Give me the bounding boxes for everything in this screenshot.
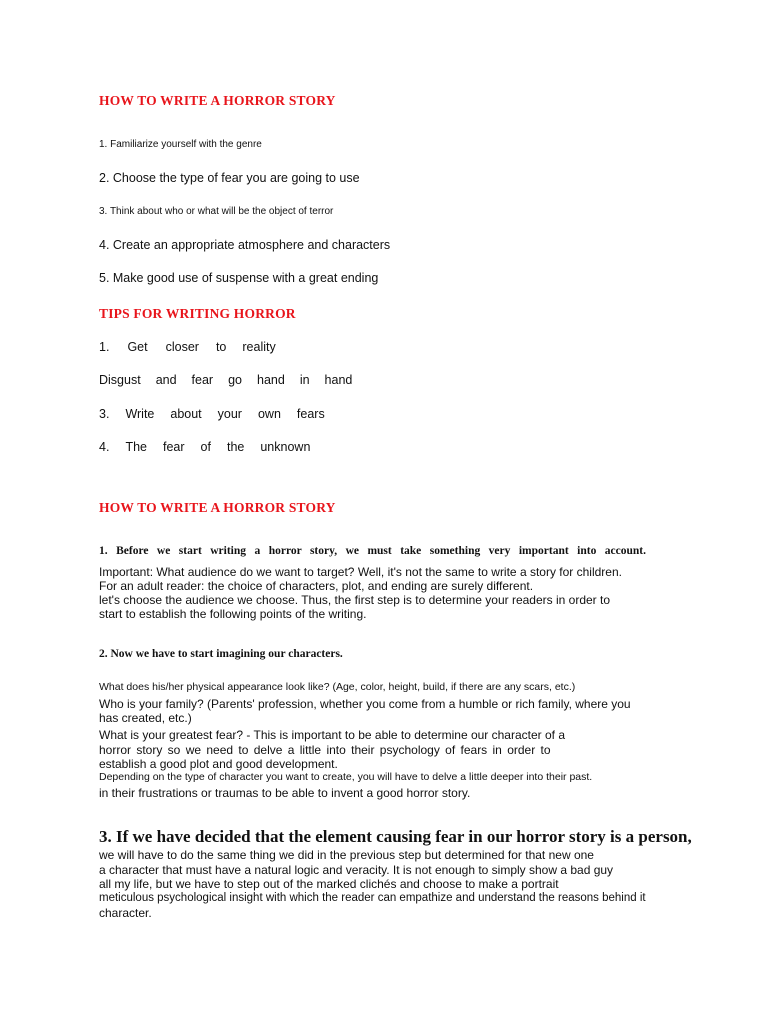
tip-word: of	[200, 440, 211, 454]
tip-word: and	[155, 373, 177, 387]
bullet-continuation: horror story so we need to delve a little into their psychology of fears in order to	[99, 743, 551, 757]
tip-word: The	[125, 440, 147, 454]
tip-word: fear	[191, 373, 214, 387]
list-item: 1. Familiarize yourself with the genre	[99, 139, 262, 150]
tip-word: your	[217, 407, 242, 421]
point-1-title: 1. Before we start writing a horror story, we must take something very important into account.	[99, 545, 646, 557]
list-item: 3. Think about who or what will be the object of terror	[99, 206, 334, 217]
tip-word: the	[226, 440, 245, 454]
tip-word: unknown	[260, 440, 311, 454]
tip-word: 4.	[99, 440, 110, 454]
point-2-title: 2. Now we have to start imagining our characters.	[99, 648, 343, 660]
paragraph-line: start to establish the following points of the writing.	[99, 607, 367, 621]
tip-word: in	[299, 373, 310, 387]
tip-word: go	[228, 373, 242, 387]
bullet-text: What does his/her physical appearance look like? (Age, color, height, build, if there are any scars, etc.)	[99, 681, 576, 693]
tip-word: closer	[165, 340, 199, 354]
bullet-continuation: establish a good plot and good development.	[99, 757, 338, 771]
tip-word: Write	[125, 407, 155, 421]
paragraph-line: in their frustrations or traumas to be able to invent a good horror story.	[99, 786, 471, 800]
bullet-item	[99, 697, 631, 711]
tip-word: own	[257, 407, 281, 421]
tip-line	[99, 440, 310, 454]
tip-word: about	[170, 407, 202, 421]
tip-line	[99, 407, 325, 421]
tip-word: Disgust	[99, 373, 141, 387]
bullet-text: What is your greatest fear? - This is important to be able to determine our character of a	[99, 728, 566, 742]
tip-line	[99, 340, 276, 354]
list-item: 4. Create an appropriate atmosphere and characters	[99, 238, 391, 252]
paragraph-line: For an adult reader: the choice of characters, plot, and ending are surely different.	[99, 579, 534, 593]
tip-word: Get	[127, 340, 148, 354]
section-heading-tips: TIPS FOR WRITING HORROR	[99, 306, 296, 321]
paragraph-line: character.	[99, 906, 152, 920]
list-item: 5. Make good use of suspense with a great ending	[99, 271, 379, 285]
tip-word: reality	[242, 340, 276, 354]
paragraph-line: Important: What audience do we want to target? Well, it's not the same to write a story for children.	[99, 565, 622, 579]
tip-word: fear	[162, 440, 185, 454]
paragraph-line: let's choose the audience we choose. Thus, the first step is to determine your readers in order to	[99, 593, 611, 607]
paragraph-line: meticulous psychological insight with which the reader can empathize and understand the reasons behind it	[99, 892, 646, 904]
tip-word: to	[215, 340, 227, 354]
bullet-text: Who is your family? (Parents' profession, whether you come from a humble or rich family, where you	[99, 697, 631, 711]
list-item: 2. Choose the type of fear you are going to use	[99, 171, 360, 185]
tip-line	[99, 373, 352, 387]
tip-word: hand	[324, 373, 353, 387]
section-heading-how-to-write: HOW TO WRITE A HORROR STORY	[99, 93, 336, 108]
tip-word: fears	[296, 407, 325, 421]
tip-word: hand	[257, 373, 285, 387]
paragraph-line: a character that must have a natural logic and veracity. It is not enough to simply show a bad guy	[99, 863, 614, 877]
paragraph-line: we will have to do the same thing we did in the previous step but determined for that new one	[99, 848, 594, 862]
bullet-continuation: has created, etc.)	[99, 711, 192, 725]
section-heading-how-to-write-2: HOW TO WRITE A HORROR STORY	[99, 500, 336, 515]
bullet-item	[99, 728, 565, 742]
paragraph-line: Depending on the type of character you want to create, you will have to delve a little deeper into their past.	[99, 771, 593, 783]
paragraph-line: all my life, but we have to step out of the marked clichés and choose to make a portrait	[99, 877, 559, 891]
point-3-title: 3. If we have decided that the element causing fear in our horror story is a person,	[99, 827, 692, 846]
tip-word: 1.	[99, 340, 110, 354]
bullet-item	[99, 681, 575, 693]
tip-word: 3.	[99, 407, 110, 421]
